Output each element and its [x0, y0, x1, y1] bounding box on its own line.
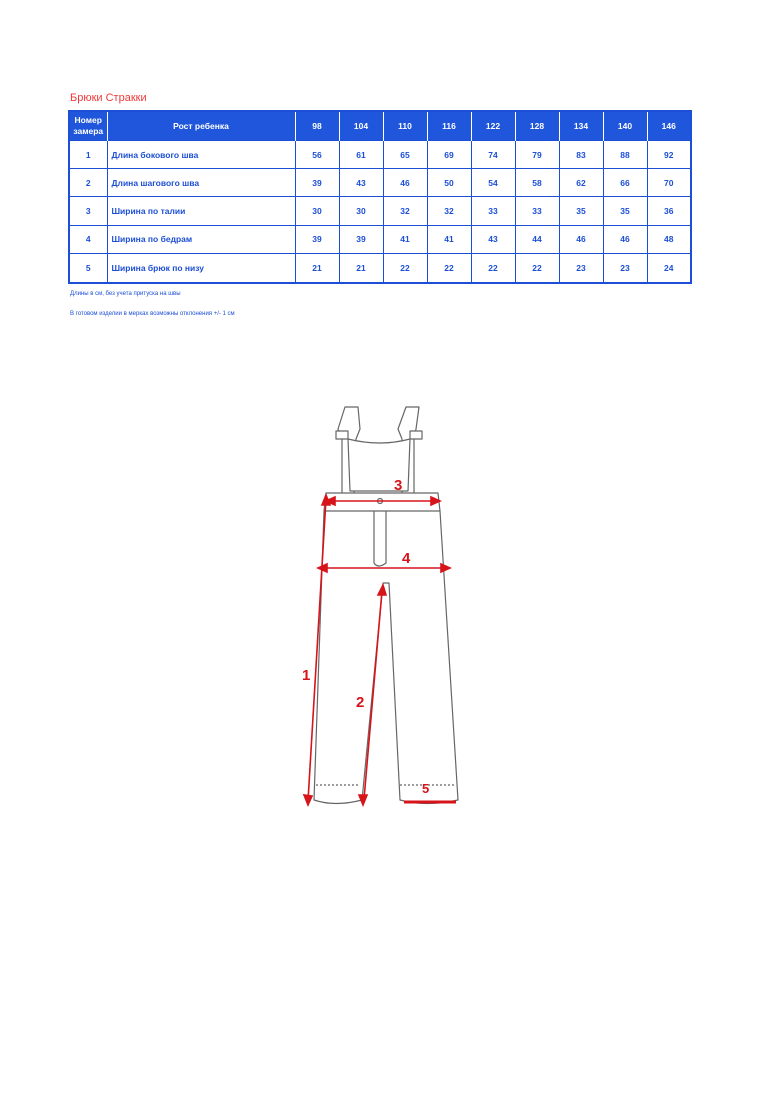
cell-value: 41 [383, 225, 427, 253]
marker-3: 3 [394, 477, 403, 494]
header-height-label: Рост ребенка [107, 111, 295, 141]
marker-4: 4 [402, 550, 411, 567]
table-row [69, 225, 691, 253]
row-number: 4 [69, 225, 107, 253]
cell-value: 61 [339, 141, 383, 169]
table-row [69, 141, 691, 169]
cell-value: 41 [427, 225, 471, 253]
table-header-row [69, 111, 691, 141]
cell-value: 23 [559, 253, 603, 283]
row-name: Длина шагового шва [107, 169, 295, 197]
header-size: 134 [559, 111, 603, 141]
row-number: 2 [69, 169, 107, 197]
row-name: Ширина по талии [107, 197, 295, 225]
cell-value: 74 [471, 141, 515, 169]
row-name: Длина бокового шва [107, 141, 295, 169]
header-size: 122 [471, 111, 515, 141]
row-number: 1 [69, 141, 107, 169]
cell-value: 43 [471, 225, 515, 253]
product-title: Брюки Стракки [70, 92, 147, 104]
cell-value: 54 [471, 169, 515, 197]
cell-value: 30 [339, 197, 383, 225]
marker-2: 2 [356, 694, 365, 711]
row-number: 3 [69, 197, 107, 225]
row-name: Ширина по бедрам [107, 225, 295, 253]
cell-value: 70 [647, 169, 691, 197]
header-size: 116 [427, 111, 471, 141]
cell-value: 50 [427, 169, 471, 197]
cell-value: 22 [515, 253, 559, 283]
cell-value: 22 [383, 253, 427, 283]
row-name: Ширина брюк по низу [107, 253, 295, 283]
header-size: 98 [295, 111, 339, 141]
size-chart-table [68, 110, 692, 284]
cell-value: 35 [559, 197, 603, 225]
cell-value: 88 [603, 141, 647, 169]
overalls-diagram [290, 395, 480, 825]
row-number: 5 [69, 253, 107, 283]
cell-value: 32 [427, 197, 471, 225]
header-size: 128 [515, 111, 559, 141]
table-row [69, 253, 691, 283]
note-units: Длины в см, без учета притуска на швы [70, 291, 181, 297]
header-size: 110 [383, 111, 427, 141]
cell-value: 43 [339, 169, 383, 197]
cell-value: 21 [339, 253, 383, 283]
table-row [69, 197, 691, 225]
cell-value: 46 [559, 225, 603, 253]
cell-value: 44 [515, 225, 559, 253]
cell-value: 36 [647, 197, 691, 225]
note-tolerance: В готовом изделии в мерках возможны отклонения +/- 1 см [70, 311, 235, 317]
cell-value: 39 [339, 225, 383, 253]
cell-value: 92 [647, 141, 691, 169]
measurement-markers [302, 477, 429, 796]
cell-value: 66 [603, 169, 647, 197]
cell-value: 21 [295, 253, 339, 283]
header-size: 140 [603, 111, 647, 141]
marker-5: 5 [422, 781, 430, 796]
measurement-lines [304, 495, 456, 805]
cell-value: 33 [471, 197, 515, 225]
cell-value: 65 [383, 141, 427, 169]
cell-value: 22 [427, 253, 471, 283]
header-size: 104 [339, 111, 383, 141]
header-measure-number: Номер замера [69, 111, 107, 141]
cell-value: 32 [383, 197, 427, 225]
cell-value: 79 [515, 141, 559, 169]
cell-value: 69 [427, 141, 471, 169]
cell-value: 46 [383, 169, 427, 197]
cell-value: 23 [603, 253, 647, 283]
table-row [69, 169, 691, 197]
cell-value: 22 [471, 253, 515, 283]
cell-value: 46 [603, 225, 647, 253]
cell-value: 48 [647, 225, 691, 253]
cell-value: 24 [647, 253, 691, 283]
marker-1: 1 [302, 667, 311, 684]
cell-value: 83 [559, 141, 603, 169]
header-size: 146 [647, 111, 691, 141]
cell-value: 56 [295, 141, 339, 169]
cell-value: 30 [295, 197, 339, 225]
cell-value: 62 [559, 169, 603, 197]
cell-value: 39 [295, 169, 339, 197]
cell-value: 33 [515, 197, 559, 225]
cell-value: 58 [515, 169, 559, 197]
overalls-outline [314, 407, 458, 804]
cell-value: 39 [295, 225, 339, 253]
cell-value: 35 [603, 197, 647, 225]
